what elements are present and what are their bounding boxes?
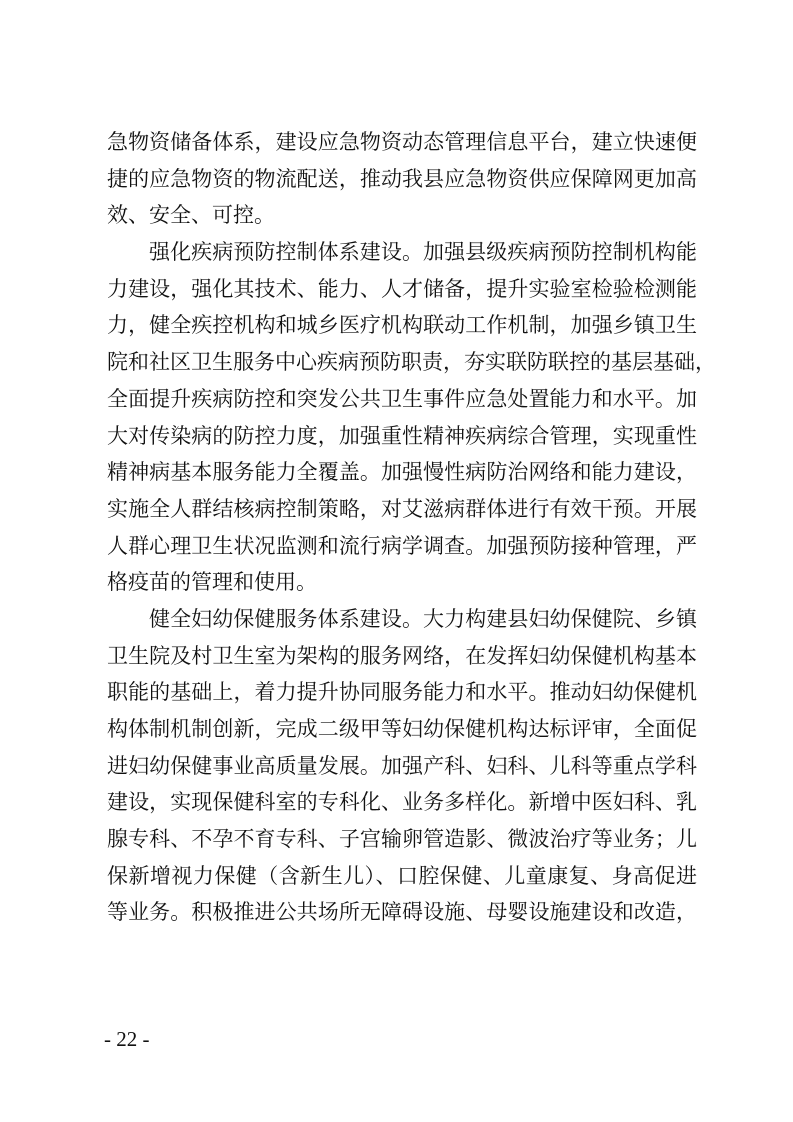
text-line: 精神病基本服务能力全覆盖。加强慢性病防治网络和能力建设， — [107, 460, 697, 485]
text-line: 急物资储备体系，建设应急物资动态管理信息平台，建立快速便 — [107, 130, 697, 154]
text-line: 效、安全、可控。 — [107, 203, 275, 228]
text-line: 等业务。积极推进公共场所无障碍设施、母婴设施建设和改造， — [107, 900, 697, 925]
text-line: 腺专科、不孕不育专科、子宫输卵管造影、微波治疗等业务；儿 — [107, 827, 697, 852]
text-line: 实施全人群结核病控制策略，对艾滋病群体进行有效干预。开展 — [107, 496, 697, 521]
text-line: 大对传染病的防控力度，加强重性精神疾病综合管理，实现重性 — [107, 423, 697, 448]
text-line: 卫生院及村卫生室为架构的服务网络，在发挥妇幼保健机构基本 — [107, 643, 697, 668]
text-line: 职能的基础上，着力提升协同服务能力和水平。推动妇幼保健机 — [107, 680, 697, 705]
text-line: 保新增视力保健（含新生儿）、口腔保健、儿童康复、身高促进 — [107, 863, 697, 888]
text-line: 强化疾病预防控制体系建设。加强县级疾病预防控制机构能 — [149, 240, 697, 265]
text-line: 构体制机制创新，完成二级甲等妇幼保健机构达标评审，全面促 — [107, 717, 697, 741]
body-text — [107, 124, 716, 931]
text-line: 进妇幼保健事业高质量发展。加强产科、妇科、儿科等重点学科 — [107, 753, 697, 778]
text-line: 院和社区卫生服务中心疾病预防职责，夯实联防联控的基层基础， — [107, 350, 716, 375]
text-line: 力，健全疾控机构和城乡医疗机构联动工作机制，加强乡镇卫生 — [107, 313, 697, 338]
text-line: 格疫苗的管理和使用。 — [107, 570, 317, 595]
text-line: 力建设，强化其技术、能力、人才储备，提升实验室检验检测能 — [107, 276, 697, 301]
page-number: - 22 - — [104, 1027, 150, 1051]
text-line: 健全妇幼保健服务体系建设。大力构建县妇幼保健院、乡镇 — [149, 606, 697, 631]
text-line: 人群心理卫生状况监测和流行病学调查。加强预防接种管理，严 — [107, 533, 697, 558]
text-line: 全面提升疾病防控和突发公共卫生事件应急处置能力和水平。加 — [107, 386, 697, 411]
text-line: 建设，实现保健科室的专科化、业务多样化。新增中医妇科、乳 — [107, 790, 697, 815]
text-line: 捷的应急物资的物流配送，推动我县应急物资供应保障网更加高 — [107, 166, 697, 191]
